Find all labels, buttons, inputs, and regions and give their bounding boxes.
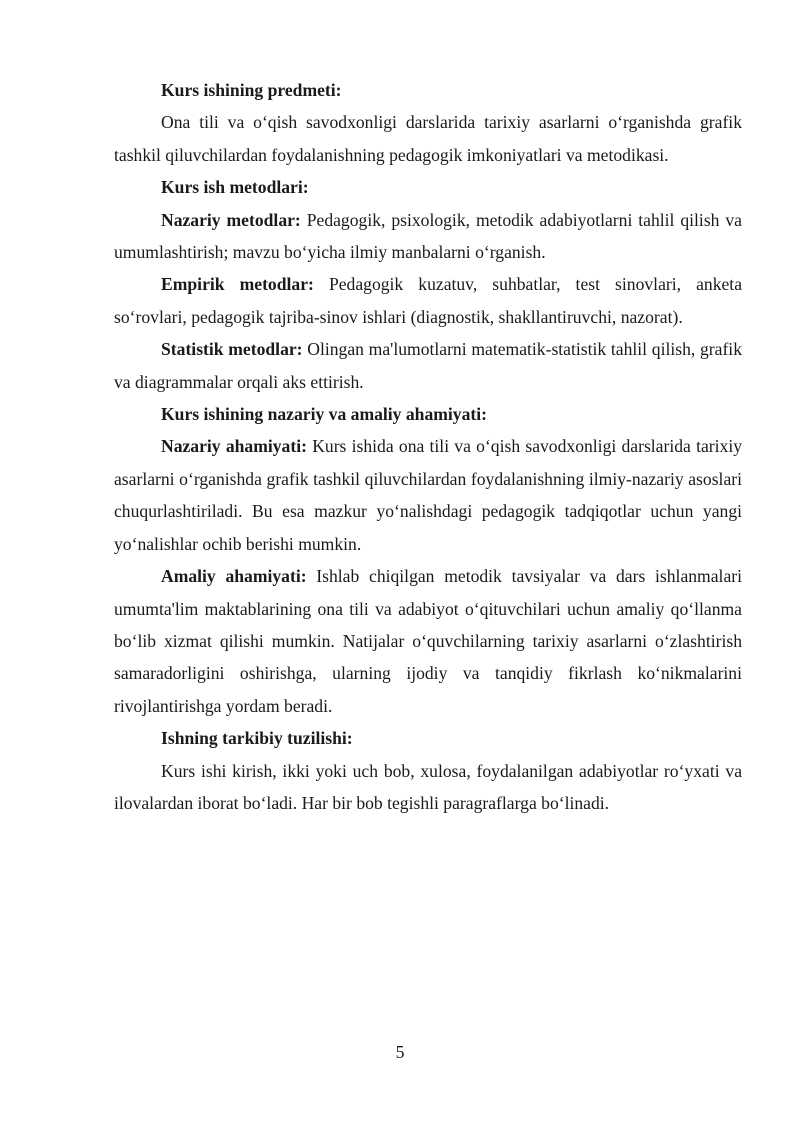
theoretical-significance-paragraph <box>114 430 742 560</box>
theoretical-significance-label: Nazariy ahamiyati: <box>161 436 307 457</box>
statistical-methods-paragraph <box>114 333 742 398</box>
empirical-methods-paragraph <box>114 268 742 333</box>
theoretical-significance-text: Kurs ishida ona tili va o‘qish savodxonligi darslarida tarixiy asarlarni o‘rganishda grafik tashkil qiluvchilardan foydalanishning ilmiy-nazariy asoslari chuqurlashtiriladi. Bu esa mazkur yo‘nalishdagi pedagogik tadqiqotlar uchun yangi yo‘nalishlar ochib berishi mumkin. <box>114 436 743 554</box>
empirical-methods-text: Pedagogik kuzatuv, suhbatlar, test sinovlari, anketa so‘rovlari, pedagogik tajriba-sinov ishlari (diagnostik, shakllantiruvchi, nazorat). <box>114 274 743 327</box>
statistical-methods-label: Statistik metodlar: <box>161 339 303 360</box>
subject-paragraph: Ona tili va o‘qish savodxonligi darslarida tarixiy asarlarni o‘rganishda grafik tashkil qiluvchilardan foydalanishning pedagogik imkoniyatlari va metodikasi. <box>114 112 742 165</box>
significance-heading: Kurs ishining nazariy va amaliy ahamiyati: <box>161 404 487 425</box>
structure-paragraph: Kurs ishi kirish, ikki yoki uch bob, xulosa, foydalanilgan adabiyotlar ro‘yxati va ilovalardan iborat bo‘ladi. Har bir bob tegishli paragraflarga bo‘linadi. <box>114 760 742 813</box>
subject-heading: Kurs ishining predmeti: <box>161 80 342 100</box>
statistical-methods-text: Olingan ma'lumotlarni matematik-statistik tahlil qilish, grafik va diagrammalar orqali aks ettirish. <box>114 339 742 392</box>
methods-heading: Kurs ish metodlari: <box>161 177 309 198</box>
practical-significance-paragraph <box>114 560 742 722</box>
theoretical-methods-paragraph <box>114 204 742 269</box>
empirical-methods-label: Empirik metodlar: <box>161 274 314 295</box>
structure-heading: Ishning tarkibiy tuzilishi: <box>161 728 353 749</box>
theoretical-methods-text: Pedagogik, psixologik, metodik adabiyotlarni tahlil qilish va umumlashtirish; mavzu bo‘yicha ilmiy manbalarni o‘rganish. <box>114 209 742 263</box>
document-page <box>114 74 742 819</box>
theoretical-methods-label: Nazariy metodlar: <box>161 209 301 230</box>
practical-significance-text: Ishlab chiqilgan metodik tavsiyalar va dars ishlanmalari umumta'lim maktablarining ona tili va adabiyot o‘qituvchilari uchun amaliy qo‘llanma bo‘lib xizmat qilishi mumkin. Natijalar o‘quvchilarning tarixiy asarlarni o‘zlashtirish samaradorligini oshirishga, ularning ijodiy va tanqidiy fikrlash ko‘nikmalarini rivojlantirishga yordam beradi. <box>114 566 742 716</box>
page-number: 5 <box>395 1042 405 1062</box>
practical-significance-label: Amaliy ahamiyati: <box>161 566 307 587</box>
